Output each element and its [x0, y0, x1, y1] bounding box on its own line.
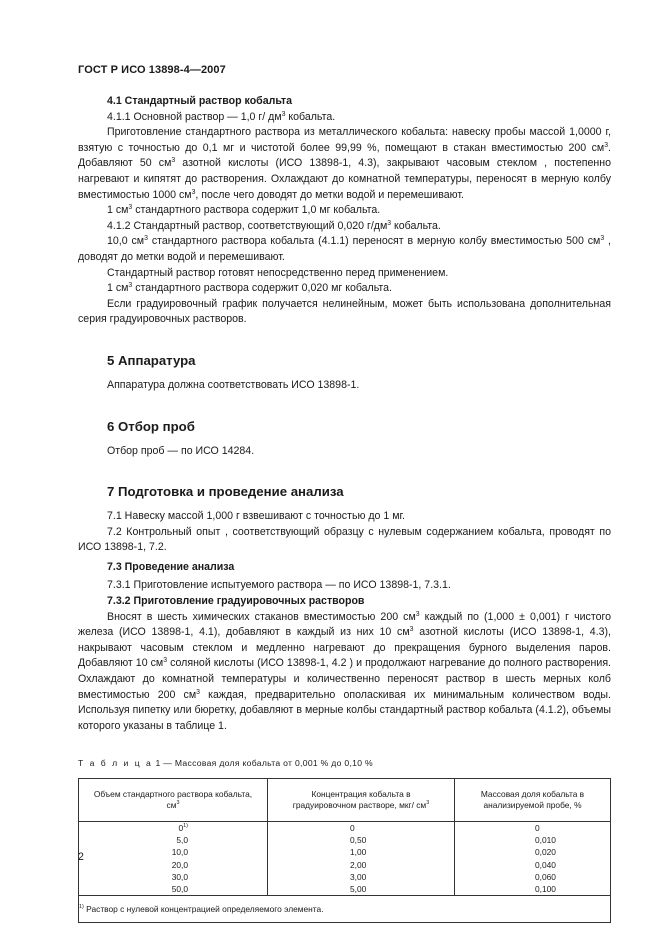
table-cell: 0,100 [535, 883, 556, 894]
header-concentration: Концентрация кобальта в градуировочном растворе, мкг/ $см^3$ [268, 779, 455, 822]
section-5-title: 5 Аппаратура [107, 352, 196, 368]
document-body [78, 94, 611, 923]
section-6-title: 6 Отбор проб [107, 418, 195, 434]
table-cell: 0 [350, 823, 355, 833]
document-header: ГОСТ Р ИСО 13898-4—2007 [78, 64, 226, 76]
column-mass-fraction [455, 822, 611, 896]
paragraph-content-0-020mg: 1 $см^3$ стандартного раствора содержит 0,020 мг кобальта. [107, 282, 393, 295]
column-volume [79, 822, 268, 896]
table-footnote-row [79, 896, 611, 923]
table-cell: 0,060 [535, 871, 556, 882]
table-cell: 0 [535, 823, 540, 833]
table-cell: 0,010 [535, 835, 556, 846]
table-caption: Т а б л и ц а 1 — Массовая доля кобальта от 0,001 % до 0,10 % [78, 758, 373, 769]
paragraph-dilution: 10,0 $см^3$ стандартного раствора кобальта (4.1.1) переносят в мерную колбу вместимостью 500 $см^3$ , доводят до метки водой и перемешивают. [78, 235, 611, 263]
table-cell: 50,0 [171, 883, 188, 894]
paragraph-4-1-1: 4.1.1 Основной раствор — 1,0 г/ $дм^3$ кобальта. [107, 110, 336, 123]
table-footnote: $^{1)}$ Раствор с нулевой концентрацией определяемого элемента. [79, 896, 611, 923]
table-cell: 0$^{1)}$ [178, 823, 188, 833]
section-7-title: 7 Подготовка и проведение анализа [107, 484, 344, 500]
section-4-1-title: 4.1 Стандартный раствор кобальта [107, 95, 292, 107]
header-volume: Объем стандартного раствора кобальта, $см^3$ [79, 779, 268, 822]
table-cell: 3,00 [350, 871, 367, 882]
section-5-text: Аппаратура должна соответствовать ИСО 13898-1. [107, 378, 360, 391]
table-header-row [79, 779, 611, 822]
table-cell: 0,040 [535, 859, 556, 870]
table-cell: 2,00 [350, 859, 367, 870]
table-cell: 0,50 [350, 835, 367, 846]
table-1 [78, 778, 611, 923]
header-mass-fraction: Массовая доля кобальта в анализируемой пробе, % [455, 779, 611, 822]
paragraph-nonlinear: Если градуировочный график получается нелинейным, может быть использована дополнительная серия градуировочных растворов. [78, 297, 611, 326]
page-number: 2 [78, 851, 84, 863]
column-concentration [268, 822, 455, 896]
paragraph-7-2: 7.2 Контрольный опыт , соответствующий образцу с нулевым содержанием кобальта, проводят по ИСО 13898-1, 7.2. [78, 525, 611, 554]
table-cell: 1,00 [350, 847, 367, 858]
paragraph-7-3-2: 7.3.2 Приготовление градуировочных растворов [107, 595, 365, 608]
paragraph-4-1-2: 4.1.2 Стандартный раствор, соответствующий 0,020 $г/дм^3$ кобальта. [107, 219, 441, 232]
paragraph-content-1mg: 1 $см^3$ стандартного раствора содержит 1,0 мг кобальта. [107, 204, 381, 217]
table-cell: 5,00 [350, 883, 367, 894]
paragraph-preparation: Приготовление стандартного раствора из металлического кобальта: навеску пробы массой 1,0000 г, взятую с точностью до 0,1 мг и чистотой более 99,99 %, помещают в стакан вместимостью 200 $см^3$. Добавляют 50 $см^3$ азотной кислоты (ИСО 13898-1, 4.3), закрывают часовым стеклом , постепенно нагревают и кипятят до растворения. Охлаждают до комнатной температуры, переносят в мерную колбу вместимостью 1000 $см^3$, после чего доводят до метки водой и перемешивают. [78, 126, 611, 201]
table-cell: 10,0 [171, 847, 188, 858]
table-cell: 0,020 [535, 847, 556, 858]
table-cell: 5,0 [176, 835, 188, 846]
section-6-text: Отбор проб — по ИСО 14284. [107, 444, 255, 457]
paragraph-7-3-1: 7.3.1 Приготовление испытуемого раствора — по ИСО 13898-1, 7.3.1. [107, 579, 451, 592]
paragraph-calibration-procedure: Вносят в шесть химических стаканов вместимостью 200 $см^3$ каждый по (1,000 ± 0,001) г чистого железа (ИСО 13898-1, 4.1), добавляют в каждый из них 10 $см^3$ азотной кислоты (ИСО 13898-1, 4.3), накрывают часовым стеклом и медленно нагревают до прекращения бурного выделения паров. Добавляют 10 $см^3$ соляной кислоты (ИСО 13898-1, 4.2 ) и продолжают нагревание до полного растворения. Охлаждают до комнатной температуры и количественно переносят раствор в шесть мерных колб вместимостью 200 $см^3$ каждая, предварительно ополаскивая их минимальным количеством воды. Используя пипетку или бюретку, добавляют в мерные колбы стандартный раствор кобальта (4.1.2), объемы которого указаны в таблице 1. [78, 610, 611, 732]
paragraph-prepare-before-use: Стандартный раствор готовят непосредственно перед применением. [107, 266, 449, 279]
paragraph-7-3: 7.3 Проведение анализа [107, 560, 235, 573]
table-cell: 20,0 [171, 859, 188, 870]
table-cell: 30,0 [171, 871, 188, 882]
table-values-row [79, 822, 611, 896]
paragraph-7-1: 7.1 Навеску массой 1,000 г взвешивают с точностью до 1 мг. [107, 510, 405, 523]
